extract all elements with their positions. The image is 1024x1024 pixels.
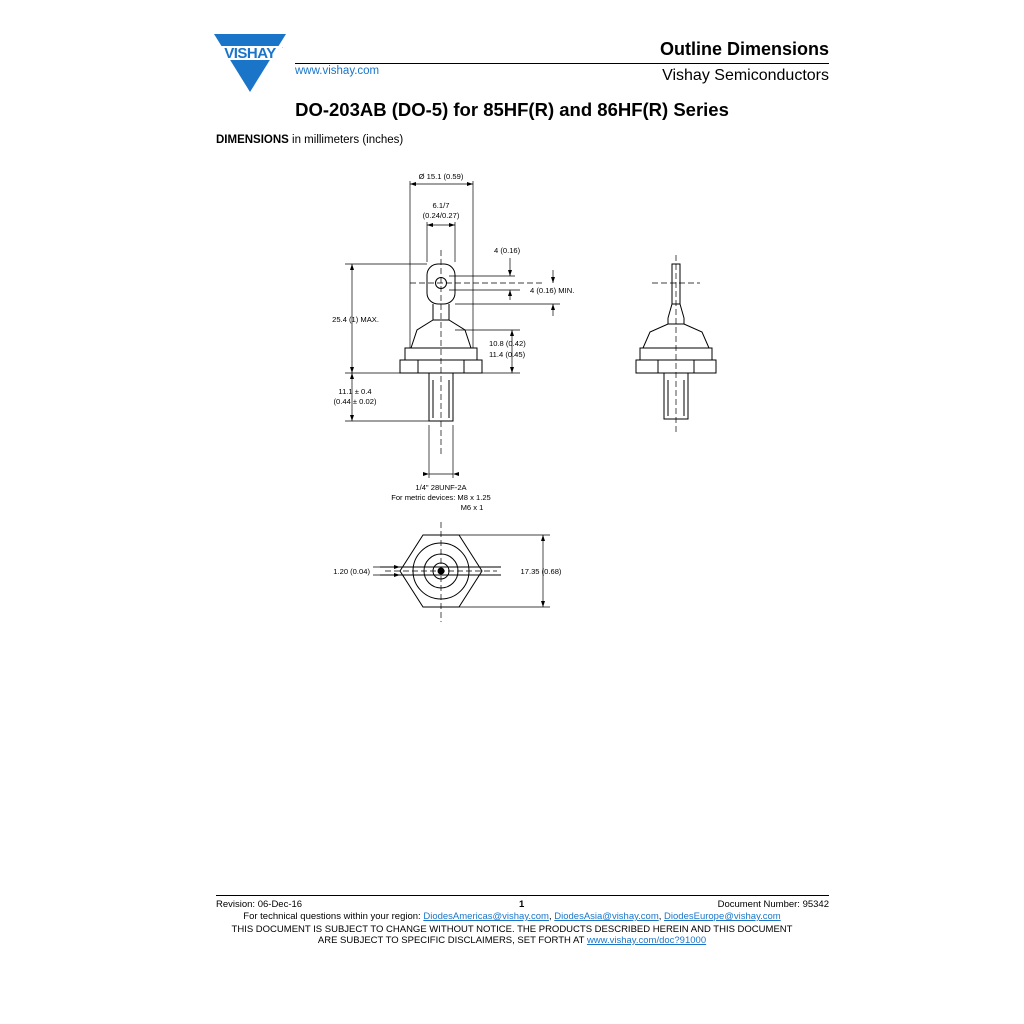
footer-disclaimer-2 (0, 935, 1024, 946)
header-title: Outline Dimensions (659, 39, 829, 59)
dimensions-note-rest: in millimeters (inches) (288, 134, 404, 146)
footer-contact (0, 911, 1024, 922)
dim-eye-width-2: (0.24/0.27) (422, 211, 460, 220)
disclaimer-link[interactable]: www.vishay.com/doc?91000 (586, 935, 707, 946)
footer-disclaimer-2-prefix: ARE SUBJECT TO SPECIFIC DISCLAIMERS, SET FORTH AT (317, 935, 587, 946)
email-americas-link[interactable]: DiodesAmericas@vishay.com (423, 911, 549, 922)
dim-diameter: Ø 15.1 (0.59) (418, 172, 464, 181)
footer-rule (216, 895, 829, 896)
dim-thread-1: 1/4" 28UNF-2A (415, 483, 467, 492)
email-europe-link[interactable]: DiodesEurope@vishay.com (664, 911, 781, 922)
footer-document-number: Document Number: 95342 (717, 899, 829, 910)
footer-sep-1: , (548, 911, 555, 922)
dim-eye-width-1: 6.1/7 (432, 201, 450, 210)
footer-sep-2: , (658, 911, 665, 922)
document-title: DO-203AB (DO-5) for 85HF(R) and 86HF(R) Series (295, 99, 729, 120)
dim-body-h2: 11.4 (0.45) (489, 350, 526, 359)
footer-revision: Revision: 06-Dec-16 (216, 899, 303, 910)
footer-disclaimer-1: THIS DOCUMENT IS SUBJECT TO CHANGE WITHOUT NOTICE. THE PRODUCTS DESCRIBED HEREIN AND THIS DOCUMENT (231, 924, 793, 935)
dim-stud-2: (0.44 ± 0.02) (333, 397, 377, 406)
site-url-link[interactable]: www.vishay.com (295, 65, 380, 77)
dim-tab-thickness: 1.20 (0.04) (333, 567, 370, 576)
email-asia-link[interactable]: DiodesAsia@vishay.com (554, 911, 659, 922)
dim-hex-across-flats: 17.35 (0.68) (520, 567, 562, 576)
side-view (636, 255, 716, 435)
dim-thread-2: For metric devices: M8 x 1.25 (391, 493, 491, 502)
footer-page-number: 1 (519, 899, 525, 910)
dim-eye-hole: 4 (0.16) (494, 246, 521, 255)
dim-height-max: 25.4 (1) MAX. (332, 315, 379, 324)
dim-body-h1: 10.8 (0.42) (489, 339, 526, 348)
dim-eye-min: 4 (0.16) MIN. (530, 286, 575, 295)
header-subtitle: Vishay Semiconductors (662, 67, 829, 84)
dim-thread-3: M6 x 1 (460, 503, 484, 512)
dim-stud-1: 11.1 ± 0.4 (338, 387, 372, 396)
footer-contact-prefix: For technical questions within your region: (243, 911, 424, 922)
svg-text:VISHAY: VISHAY (224, 45, 276, 62)
dimensions-note-bold: DIMENSIONS (216, 134, 289, 146)
svg-text:.: . (282, 44, 284, 50)
